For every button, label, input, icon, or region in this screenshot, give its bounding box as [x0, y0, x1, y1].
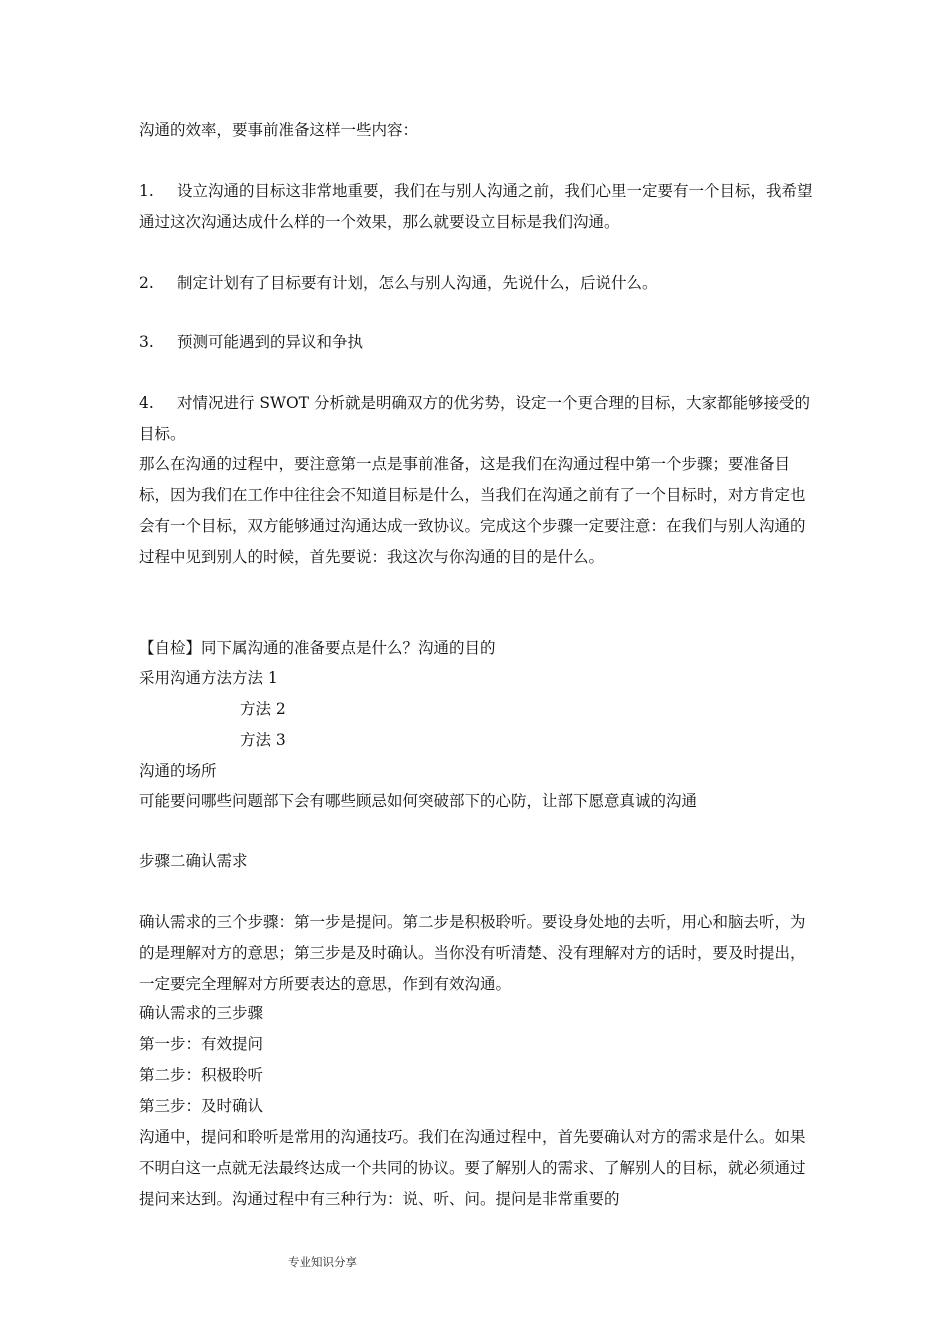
list-text: 对情况进行 SWOT 分析就是明确双方的优劣势，设定一个更合理的目标，大家都能够接受的目标。: [139, 394, 810, 443]
intro-paragraph: 沟通的效率，要事前准备这样一些内容：: [139, 121, 419, 139]
selfcheck-method-2: 方法 2: [240, 700, 286, 718]
three-steps-title: 确认需求的三步骤: [139, 1004, 264, 1022]
selfcheck-question: 【自检】同下属沟通的准备要点是什么？沟通的目的: [139, 639, 496, 657]
final-paragraph: 沟通中，提问和聆听是常用的沟通技巧。我们在沟通过程中，首先要确认对方的需求是什么。如果不明白这一点就无法最终达成一个共同的协议。要了解别人的需求、了解别人的目标，就必须通过提问来达到。沟通过程中有三种行为：说、听、问。提问是非常重要的: [139, 1128, 806, 1208]
selfcheck-method-3: 方法 3: [240, 731, 286, 749]
step-two: 第二步：积极聆听: [139, 1066, 264, 1084]
list-item-2: [139, 268, 815, 299]
list-text: 制定计划有了目标要有计划，怎么与别人沟通，先说什么，后说什么。: [177, 274, 658, 292]
list-text: 设立沟通的目标这非常地重要，我们在与别人沟通之前，我们心里一定要有一个目标，我希望通过这次沟通达成什么样的一个效果，那么就要设立目标是我们沟通。: [139, 182, 813, 231]
step2-title: 步骤二确认需求: [139, 852, 248, 870]
list-item-4: [139, 388, 815, 450]
step-three: 第三步：及时确认: [139, 1097, 264, 1115]
list-text: 预测可能遇到的异议和争执: [177, 333, 364, 351]
list-item-1: [139, 176, 815, 238]
list-item-3: [139, 327, 815, 358]
list-number: 1.: [139, 182, 154, 200]
selfcheck-method-1: 采用沟通方法方法 1: [139, 669, 278, 687]
list-number: 4.: [139, 394, 154, 412]
selfcheck-questions: 可能要问哪些问题部下会有哪些顾忌如何突破部下的心防，让部下愿意真诚的沟通: [139, 792, 698, 810]
page-footer: 专业知识分享: [288, 1255, 357, 1269]
step-one: 第一步：有效提问: [139, 1035, 264, 1053]
list-number: 3.: [139, 333, 154, 351]
selfcheck-place: 沟通的场所: [139, 762, 217, 780]
prepare-paragraph: 那么在沟通的过程中，要注意第一点是事前准备，这是我们在沟通过程中第一个步骤；要准备目标，因为我们在工作中往往会不知道目标是什么，当我们在沟通之前有了一个目标时，对方肯定也会有一个目标，双方能够通过沟通达成一致协议。完成这个步骤一定要注意：在我们与别人沟通的过程中见到别人的时候，首先要说：我这次与你沟通的目的是什么。: [139, 455, 806, 566]
list-number: 2.: [139, 274, 154, 292]
step2-paragraph: 确认需求的三个步骤：第一步是提问。第二步是积极聆听。要设身处地的去听，用心和脑去听，为的是理解对方的意思；第三步是及时确认。当你没有听清楚、没有理解对方的话时，要及时提出，一定要完全理解对方所要表达的意思，作到有效沟通。: [139, 913, 806, 993]
